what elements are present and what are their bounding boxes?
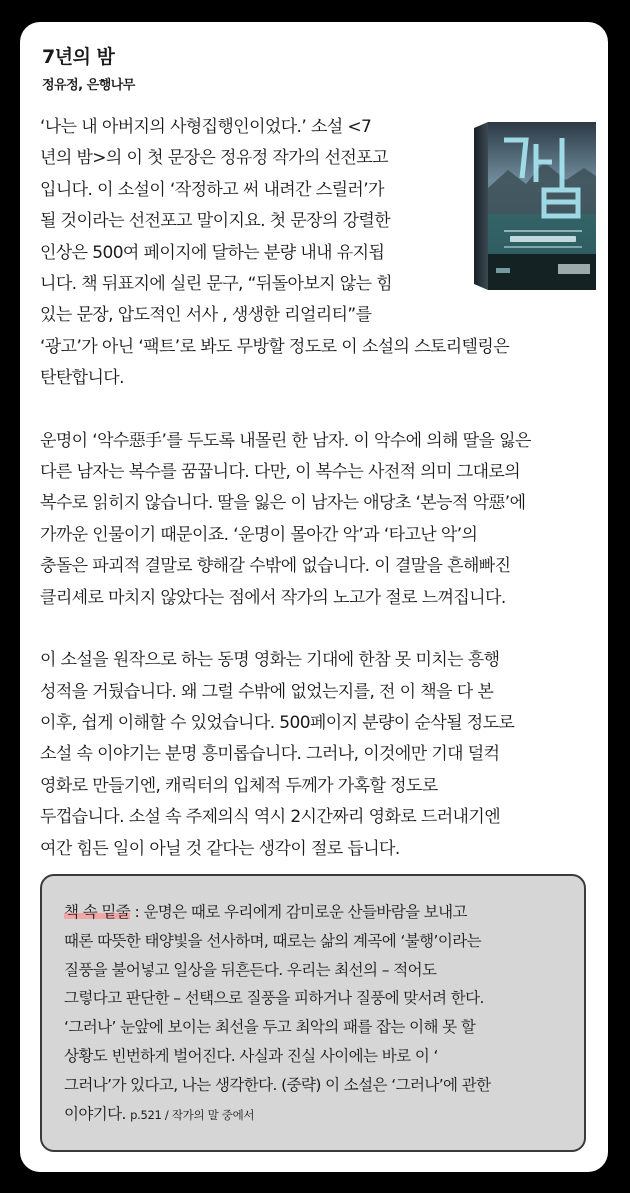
review-card (20, 22, 608, 1172)
quote-line: 질풍을 불어넣고 일상을 뒤흔든다. 우리는 최선의 – 적어도 (64, 960, 437, 979)
quote-last-line: 이야기다. (64, 1104, 126, 1123)
book-cover-art (474, 118, 598, 294)
quote-line: 상황도 빈번하게 벌어진다. 사실과 진실 사이에는 바로 이 ‘ (64, 1046, 438, 1065)
paragraph-1-line: 인상은 500여 페이지에 달하는 분량 내내 유지됩 (40, 242, 385, 263)
quote-line: 때론 따뜻한 태양빛을 선사하며, 때로는 삶의 계곡에 ‘불행’이라는 (64, 931, 481, 950)
paragraph-3-line: 이후, 쉽게 이해할 수 있었습니다. 500페이지 분량이 순삭될 정도로 (40, 712, 515, 733)
quote-label: 책 속 밑줄 (64, 903, 131, 921)
paragraph-2-line: 복수로 읽히지 않습니다. 딸을 잃은 이 남자는 애당초 ‘본능적 악惡’에 (40, 493, 526, 514)
paragraph-2-line: 클리셰로 마치지 않았다는 점에서 작가의 노고가 절로 느껴집니다. (40, 587, 506, 608)
paragraph-3-line: 여간 힘든 일이 아닐 것 같다는 생각이 절로 듭니다. (40, 838, 400, 859)
quote-line: 그러나’가 있다고, 나는 생각한다. (중략) 이 소설은 ‘그러나’에 관한 (64, 1075, 491, 1094)
quote-separator: : (130, 903, 144, 921)
quote-line: ‘그러나’ 눈앞에 보이는 최선을 두고 최악의 패를 잡는 이해 못 할 (64, 1018, 476, 1037)
paragraph-2-line: 충돌은 파괴적 결말로 향해갈 수밖에 없습니다. 이 결말을 흔해빠진 (40, 556, 511, 577)
paragraph-2-line: 운명이 ‘악수惡手’를 두도록 내몰린 한 남자. 이 악수에 의해 딸을 잃은 (40, 430, 531, 451)
book-cover-image (474, 118, 598, 294)
quote-source: p.521 / 작가의 말 중에서 (130, 1107, 255, 1122)
paragraph-2-line: 가까운 인물이기 때문이죠. ‘운명이 몰아간 악’과 ‘타고난 악’의 (40, 524, 478, 545)
paragraph-1 (40, 112, 590, 395)
quote-line: 그렇다고 판단한 – 선택으로 질풍을 피하거나 질풍에 맞서려 한다. (64, 989, 484, 1008)
paragraph-1-line: 탄탄합니다. (40, 368, 124, 389)
paragraph-3-line: 영화로 만들기엔, 캐릭터의 입체적 두께가 가혹할 정도로 (40, 775, 438, 796)
paragraph-1-line: 있는 문장, 압도적인 서사 , 생생한 리얼리티”를 (40, 305, 372, 326)
paragraph-3-line: 소설 속 이야기는 분명 흥미롭습니다. 그러나, 이것에만 기대 덜컥 (40, 744, 500, 765)
paragraph-3-line: 두껍습니다. 소설 속 주제의식 역시 2시간짜리 영화로 드러내기엔 (40, 807, 501, 828)
paragraph-1-line: 년의 밤>의 이 첫 문장은 정유정 작가의 선전포고 (40, 148, 388, 169)
book-title: 7년의 밤 (42, 46, 115, 68)
review-body (40, 112, 590, 896)
paragraph-2-line: 다른 남자는 복수를 꿈꿉니다. 다만, 이 복수는 사전적 의미 그대로의 (40, 462, 521, 483)
quote-text: 운명은 때로 우리에게 감미로운 산들바람을 보내고 (143, 903, 467, 921)
paragraph-1-line: ‘나는 내 아버지의 사형집행인이었다.’ 소설 <7 (40, 117, 372, 137)
paragraph-2 (40, 426, 590, 614)
paragraph-1-line: 니다. 책 뒤표지에 실린 문구, “뒤돌아보지 않는 힘 (40, 274, 393, 295)
book-author-publisher: 정유정, 은행나무 (42, 78, 135, 93)
quote-line (64, 1100, 564, 1130)
quote-line (64, 898, 564, 927)
quote-box (40, 874, 586, 1152)
paragraph-3 (40, 645, 590, 865)
paragraph-3-line: 이 소설을 원작으로 하는 동명 영화는 기대에 한참 못 미치는 흥행 (40, 650, 500, 671)
paragraph-1-line: ‘광고’가 아닌 ‘팩트’로 봐도 무방할 정도로 이 소설의 스토리텔링은 (40, 336, 510, 357)
paragraph-1-line: 될 것이라는 선전포고 말이지요. 첫 문장의 강렬한 (40, 211, 391, 232)
paragraph-1-line: 입니다. 이 소설이 ‘작정하고 써 내려간 스릴러’가 (40, 179, 384, 200)
paragraph-3-line: 성적을 거뒀습니다. 왜 그럴 수밖에 없었는지를, 전 이 책을 다 본 (40, 681, 494, 702)
